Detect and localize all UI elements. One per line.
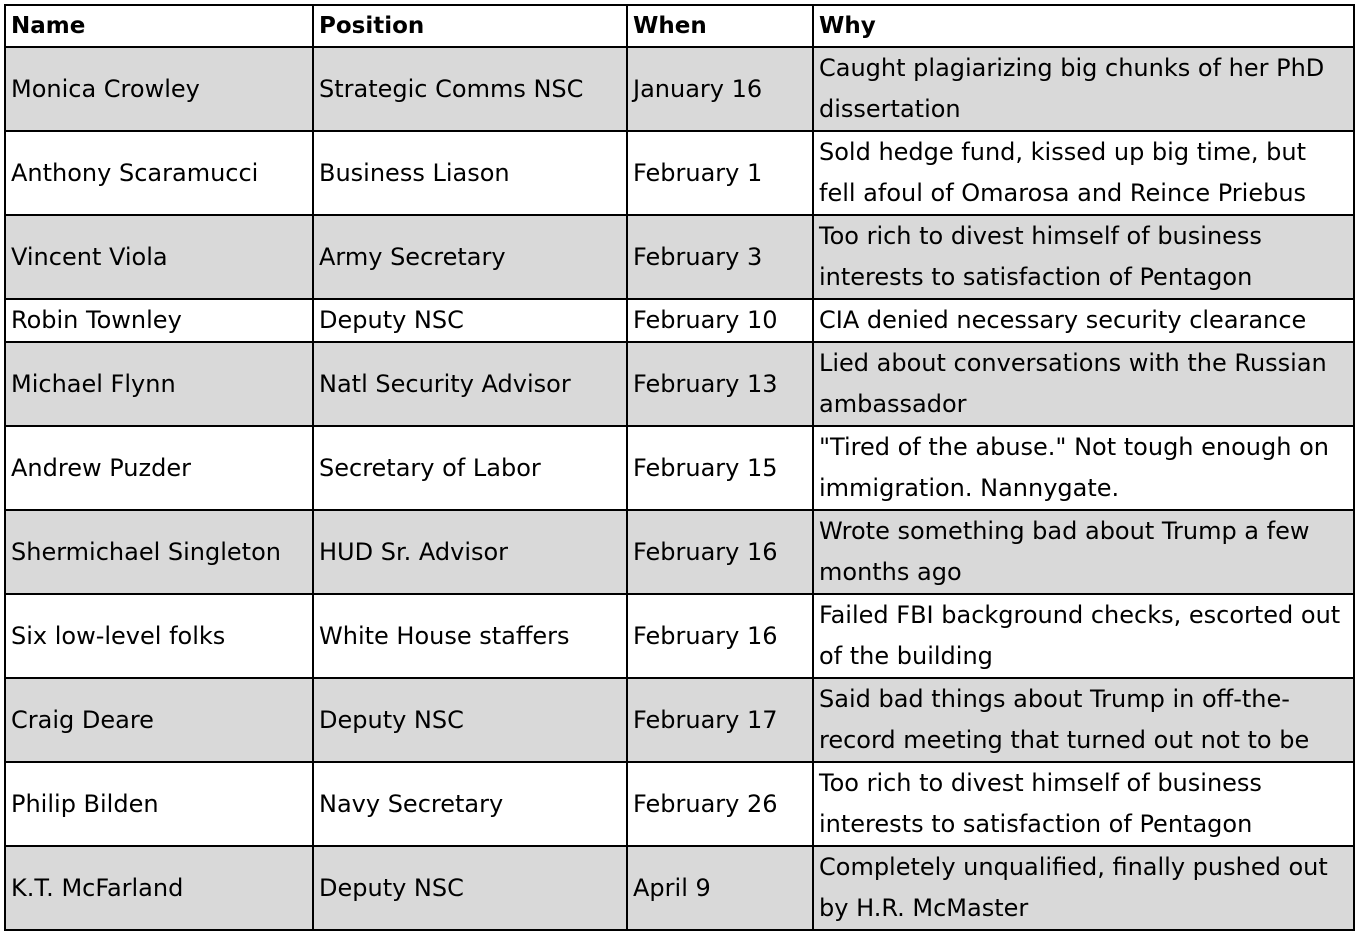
table-row (5, 215, 1354, 299)
position-cell: Natl Security Advisor (313, 342, 627, 426)
why-cell: Too rich to divest himself of business interests to satisfaction of Pentagon (813, 215, 1354, 299)
why-cell: CIA denied necessary security clearance (813, 299, 1354, 342)
position-cell: HUD Sr. Advisor (313, 510, 627, 594)
name-cell: Anthony Scaramucci (5, 131, 313, 215)
why-cell: Lied about conversations with the Russian ambassador (813, 342, 1354, 426)
column-header-name: Name (5, 5, 313, 47)
table-row (5, 131, 1354, 215)
position-cell: Deputy NSC (313, 299, 627, 342)
column-header-when: When (627, 5, 813, 47)
when-cell: January 16 (627, 47, 813, 131)
table-row (5, 342, 1354, 426)
when-cell: February 26 (627, 762, 813, 846)
name-cell: Monica Crowley (5, 47, 313, 131)
when-cell: February 16 (627, 594, 813, 678)
table-row (5, 846, 1354, 930)
position-cell: Deputy NSC (313, 678, 627, 762)
why-cell: Failed FBI background checks, escorted out of the building (813, 594, 1354, 678)
header-row (5, 5, 1354, 47)
when-cell: February 3 (627, 215, 813, 299)
table-row (5, 47, 1354, 131)
when-cell: February 16 (627, 510, 813, 594)
why-cell: "Tired of the abuse." Not tough enough on immigration. Nannygate. (813, 426, 1354, 510)
table-row (5, 426, 1354, 510)
name-cell: Shermichael Singleton (5, 510, 313, 594)
name-cell: Six low-level folks (5, 594, 313, 678)
name-cell: Philip Bilden (5, 762, 313, 846)
position-cell: Navy Secretary (313, 762, 627, 846)
name-cell: Vincent Viola (5, 215, 313, 299)
column-header-why: Why (813, 5, 1354, 47)
position-cell: Business Liason (313, 131, 627, 215)
name-cell: Michael Flynn (5, 342, 313, 426)
position-cell: Strategic Comms NSC (313, 47, 627, 131)
when-cell: February 15 (627, 426, 813, 510)
when-cell: February 17 (627, 678, 813, 762)
name-cell: Andrew Puzder (5, 426, 313, 510)
position-cell: Army Secretary (313, 215, 627, 299)
name-cell: Craig Deare (5, 678, 313, 762)
why-cell: Too rich to divest himself of business interests to satisfaction of Pentagon (813, 762, 1354, 846)
why-cell: Caught plagiarizing big chunks of her PhD dissertation (813, 47, 1354, 131)
when-cell: February 13 (627, 342, 813, 426)
departures-table-container (4, 4, 1353, 931)
departures-table (4, 4, 1355, 931)
table-row (5, 678, 1354, 762)
position-cell: Secretary of Labor (313, 426, 627, 510)
when-cell: April 9 (627, 846, 813, 930)
position-cell: White House staffers (313, 594, 627, 678)
table-row (5, 510, 1354, 594)
why-cell: Wrote something bad about Trump a few months ago (813, 510, 1354, 594)
why-cell: Completely unqualified, finally pushed out by H.R. McMaster (813, 846, 1354, 930)
name-cell: K.T. McFarland (5, 846, 313, 930)
table-row (5, 762, 1354, 846)
table-row (5, 594, 1354, 678)
when-cell: February 10 (627, 299, 813, 342)
table-row (5, 299, 1354, 342)
why-cell: Sold hedge fund, kissed up big time, but fell afoul of Omarosa and Reince Priebus (813, 131, 1354, 215)
why-cell: Said bad things about Trump in off-the-record meeting that turned out not to be (813, 678, 1354, 762)
name-cell: Robin Townley (5, 299, 313, 342)
column-header-position: Position (313, 5, 627, 47)
position-cell: Deputy NSC (313, 846, 627, 930)
when-cell: February 1 (627, 131, 813, 215)
